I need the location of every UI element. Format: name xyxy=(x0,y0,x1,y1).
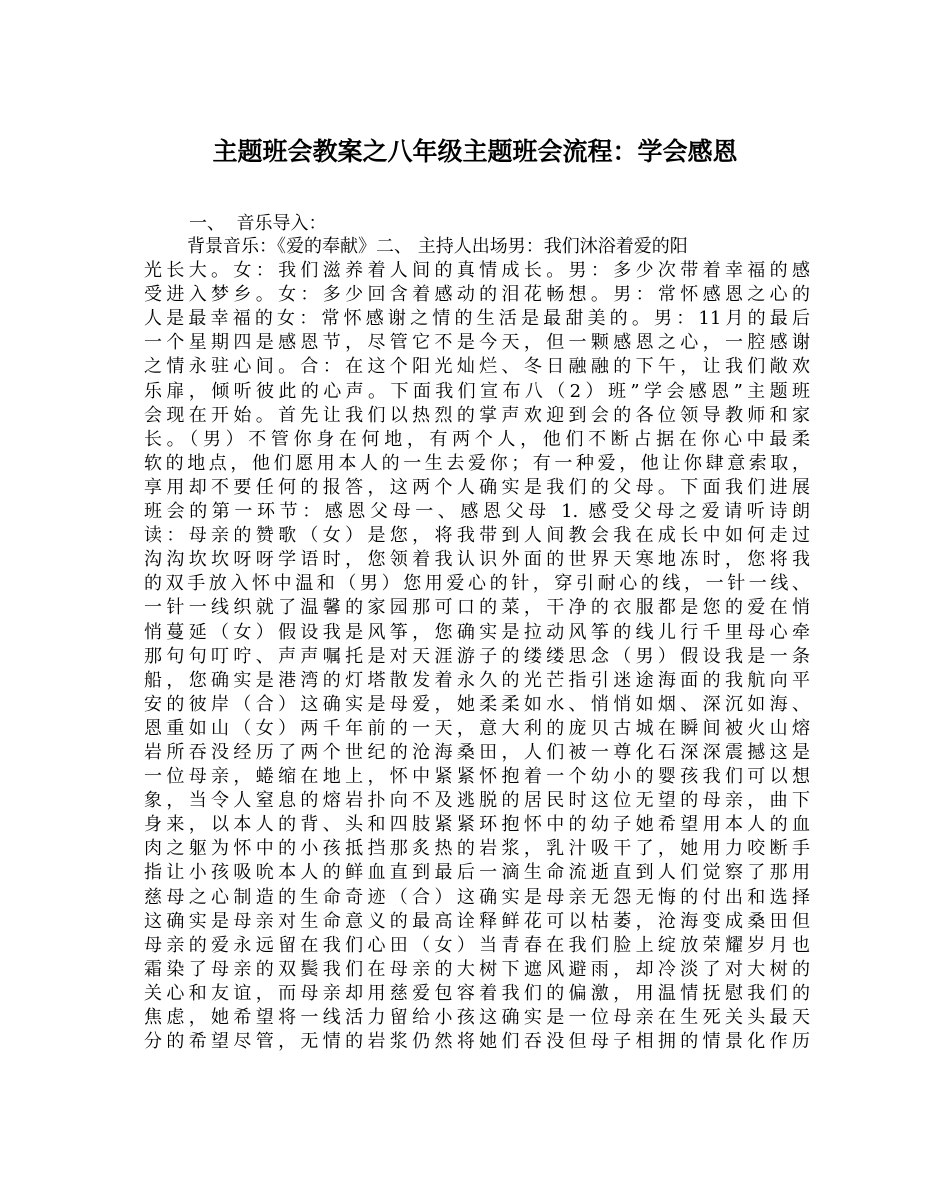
section-heading: 一、 音乐导入： xyxy=(189,213,327,234)
body-line: 身来，以本人的背、头和四肢紧紧环抱怀中的幼子她希望用本人的血 xyxy=(144,814,810,836)
body-line: 指让小孩吸吮本人的鲜血直到最后一滴生命流逝直到人们觉察了那用 xyxy=(144,862,810,884)
body-line: 岩所吞没经历了两个世纪的沧海桑田，人们被一尊化石深深震撼这是 xyxy=(144,741,810,763)
body-line: 乐扉，倾听彼此的心声。下面我们宣布八（2）班”学会感恩”主题班 xyxy=(144,380,810,402)
body-paragraph xyxy=(144,235,810,1054)
body-line: 之情永驻心间。合：在这个阳光灿烂、冬日融融的下午，让我们敞欢 xyxy=(144,356,810,378)
body-line: 的双手放入怀中温和（男）您用爱心的针，穿引耐心的线，一针一线、 xyxy=(144,573,810,595)
body-line: 一针一线织就了温馨的家园那可口的菜，干净的衣服都是您的爱在悄 xyxy=(144,597,810,619)
body-line: 这确实是母亲对生命意义的最高诠释鲜花可以枯萎，沧海变成桑田但 xyxy=(144,910,810,932)
body-line: 沟沟坎坎呀呀学语时，您领着我认识外面的世界天寒地冻时，您将我 xyxy=(144,549,810,571)
body-line: 会现在开始。首先让我们以热烈的掌声欢迎到会的各位领导教师和家 xyxy=(144,404,810,426)
body-line: 人是最幸福的女：常怀感谢之情的生活是最甜美的。男：11月的最后 xyxy=(144,308,810,330)
body-line: 肉之躯为怀中的小孩抵挡那炙热的岩浆，乳汁吸干了，她用力咬断手 xyxy=(144,838,810,860)
body-line: 关心和友谊，而母亲却用慈爱包容着我们的偏激，用温情抚慰我们的 xyxy=(144,982,810,1004)
body-line: 一个星期四是感恩节，尽管它不是今天，但一颗感恩之心，一腔感谢 xyxy=(144,332,810,354)
body-line: 一位母亲，蜷缩在地上，怀中紧紧怀抱着一个幼小的婴孩我们可以想 xyxy=(144,766,810,788)
body-line: 软的地点，他们愿用本人的一生去爱你；有一种爱，他让你肆意索取， xyxy=(144,452,810,474)
body-line: 船，您确实是港湾的灯塔散发着永久的光芒指引迷途海面的我航向平 xyxy=(144,669,810,691)
body-line: 享用却不要任何的报答，这两个人确实是我们的父母。下面我们进展 xyxy=(144,476,810,498)
body-line: 焦虑，她希望将一线活力留给小孩这确实是一位母亲在生死关头最天 xyxy=(144,1007,810,1028)
body-line: 长。（男）不管你身在何地，有两个人，他们不断占据在你心中最柔 xyxy=(144,428,810,450)
body-line: 恩重如山（女）两千年前的一天，意大利的庞贝古城在瞬间被火山熔 xyxy=(144,717,810,739)
body-line: 象，当令人窒息的熔岩扑向不及逃脱的居民时这位无望的母亲，曲下 xyxy=(144,790,810,812)
body-line: 母亲的爱永远留在我们心田（女）当青春在我们脸上绽放荣耀岁月也 xyxy=(144,934,810,956)
body-line: 读：母亲的赞歌（女）是您，将我带到人间教会我在成长中如何走过 xyxy=(144,525,810,547)
body-line: 那句句叮咛、声声嘱托是对天涯游子的缕缕思念（男）假设我是一条 xyxy=(144,645,810,667)
body-line: 慈母之心制造的生命奇迹（合）这确实是母亲无怨无悔的付出和选择 xyxy=(144,886,810,908)
body-line: 光长大。女：我们滋养着人间的真情成长。男：多少次带着幸福的感 xyxy=(144,260,810,282)
body-line: 安的彼岸（合）这确实是母爱，她柔柔如水、悄悄如烟、深沉如海、 xyxy=(144,693,810,715)
body-line: 悄蔓延（女）假设我是风筝，您确实是拉动风筝的线儿行千里母心牵 xyxy=(144,621,810,643)
body-line: 分的希望尽管，无情的岩浆仍然将她们吞没但母子相拥的情景化作历 xyxy=(144,1031,810,1053)
body-line: 受进入梦乡。女：多少回含着感动的泪花畅想。男：常怀感恩之心的 xyxy=(144,284,810,306)
body-line: 霜染了母亲的双鬓我们在母亲的大树下遮风避雨，却冷淡了对大树的 xyxy=(144,958,810,980)
document-title: 主题班会教案之八年级主题班会流程：学会感恩 xyxy=(212,137,738,166)
body-line: 背景音乐：《爱的奉献》二、 主持人出场男：我们沐浴着爱的阳 xyxy=(187,236,688,257)
body-line: 班会的第一环节：感恩父母一、感恩父母 1. 感受父母之爱请听诗朗 xyxy=(144,501,810,523)
